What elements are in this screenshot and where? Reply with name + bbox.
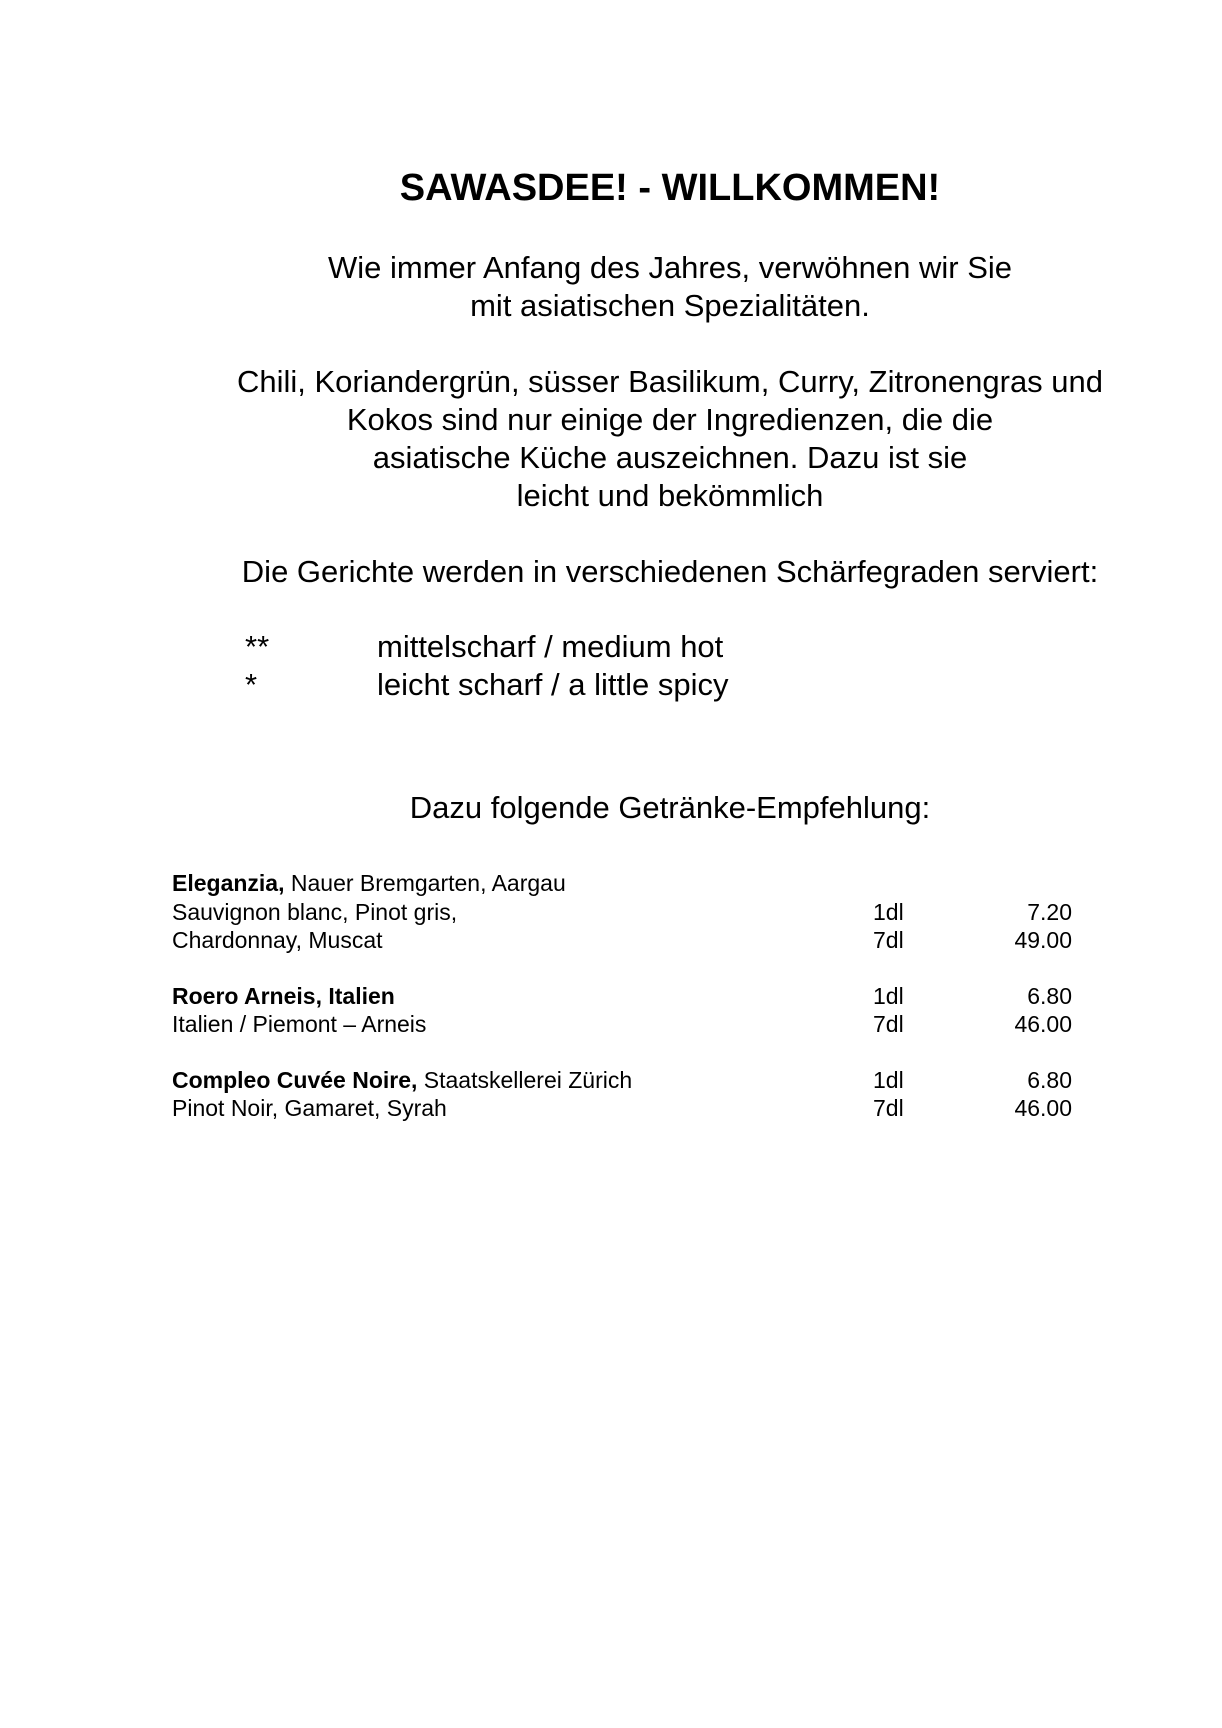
spice-level-medium [245, 628, 728, 666]
spice-label: leicht scharf / a little spicy [377, 667, 729, 702]
wine-origin: Nauer Bremgarten, Aargau [284, 870, 566, 896]
wine-row [172, 926, 1072, 955]
spice-stars: * [245, 667, 258, 702]
intro-line: Wie immer Anfang des Jahres, verwöhnen wir Sie [327, 250, 1012, 285]
wine-description: Pinot Noir, Gamaret, Syrah [172, 1095, 447, 1121]
wine-row [172, 898, 1072, 927]
spice-stars: ** [245, 629, 270, 664]
wine-price: 6.80 [1027, 982, 1072, 1009]
wine-price: 7.20 [1027, 898, 1072, 925]
wine-price: 46.00 [1014, 1011, 1072, 1037]
wine-volume: 7dl [873, 1011, 904, 1037]
wine-price: 6.80 [1027, 1066, 1072, 1093]
wine-header [172, 869, 1072, 898]
spice-level-mild [245, 666, 728, 704]
wine-item-compleo-cuvee-noire [172, 1066, 1072, 1123]
wine-header [172, 1066, 1072, 1095]
intro-line: mit asiatischen Spezialitäten. [470, 288, 870, 323]
wine-volume: 1dl [873, 898, 904, 925]
drinks-heading: Dazu folgende Getränke-Empfehlung: [409, 790, 931, 825]
wine-item-roero-arneis [172, 982, 1072, 1039]
ingredients-line: asiatische Küche auszeichnen. Dazu ist sie [372, 440, 968, 475]
wine-row [172, 1094, 1072, 1123]
wine-description: Sauvignon blanc, Pinot gris, [172, 898, 458, 925]
wine-description: Chardonnay, Muscat [172, 927, 383, 953]
spice-label: mittelscharf / medium hot [377, 629, 724, 664]
wine-description: Italien / Piemont – Arneis [172, 1011, 427, 1037]
wine-name: Eleganzia, [172, 870, 285, 896]
wine-row [172, 1010, 1072, 1039]
ingredients-text [0, 363, 1222, 515]
wine-item-eleganzia [172, 869, 1072, 955]
ingredients-line: Kokos sind nur einige der Ingredienzen, die die [346, 402, 994, 437]
wine-volume: 1dl [873, 1066, 904, 1093]
spice-heading: Die Gerichte werden in verschiedenen Schärfegraden serviert: [241, 554, 1099, 589]
wine-origin: Staatskellerei Zürich [417, 1066, 633, 1093]
wine-header [172, 982, 1072, 1011]
spice-legend [245, 628, 728, 704]
wine-volume: 7dl [873, 927, 904, 953]
wine-volume: 7dl [873, 1095, 904, 1121]
wine-name: Roero Arneis, Italien [172, 982, 395, 1009]
wine-price: 46.00 [1014, 1095, 1072, 1121]
intro-text [0, 249, 1222, 325]
wine-list [172, 869, 1072, 1150]
wine-name: Compleo Cuvée Noire, [172, 1066, 418, 1093]
ingredients-line: leicht und bekömmlich [516, 478, 824, 513]
page-title: SAWASDEE! - WILLKOMMEN! [399, 167, 941, 209]
wine-price: 49.00 [1014, 927, 1072, 953]
wine-volume: 1dl [873, 982, 904, 1009]
ingredients-line: Chili, Koriandergrün, süsser Basilikum, Curry, Zitronengras und [236, 364, 1104, 399]
